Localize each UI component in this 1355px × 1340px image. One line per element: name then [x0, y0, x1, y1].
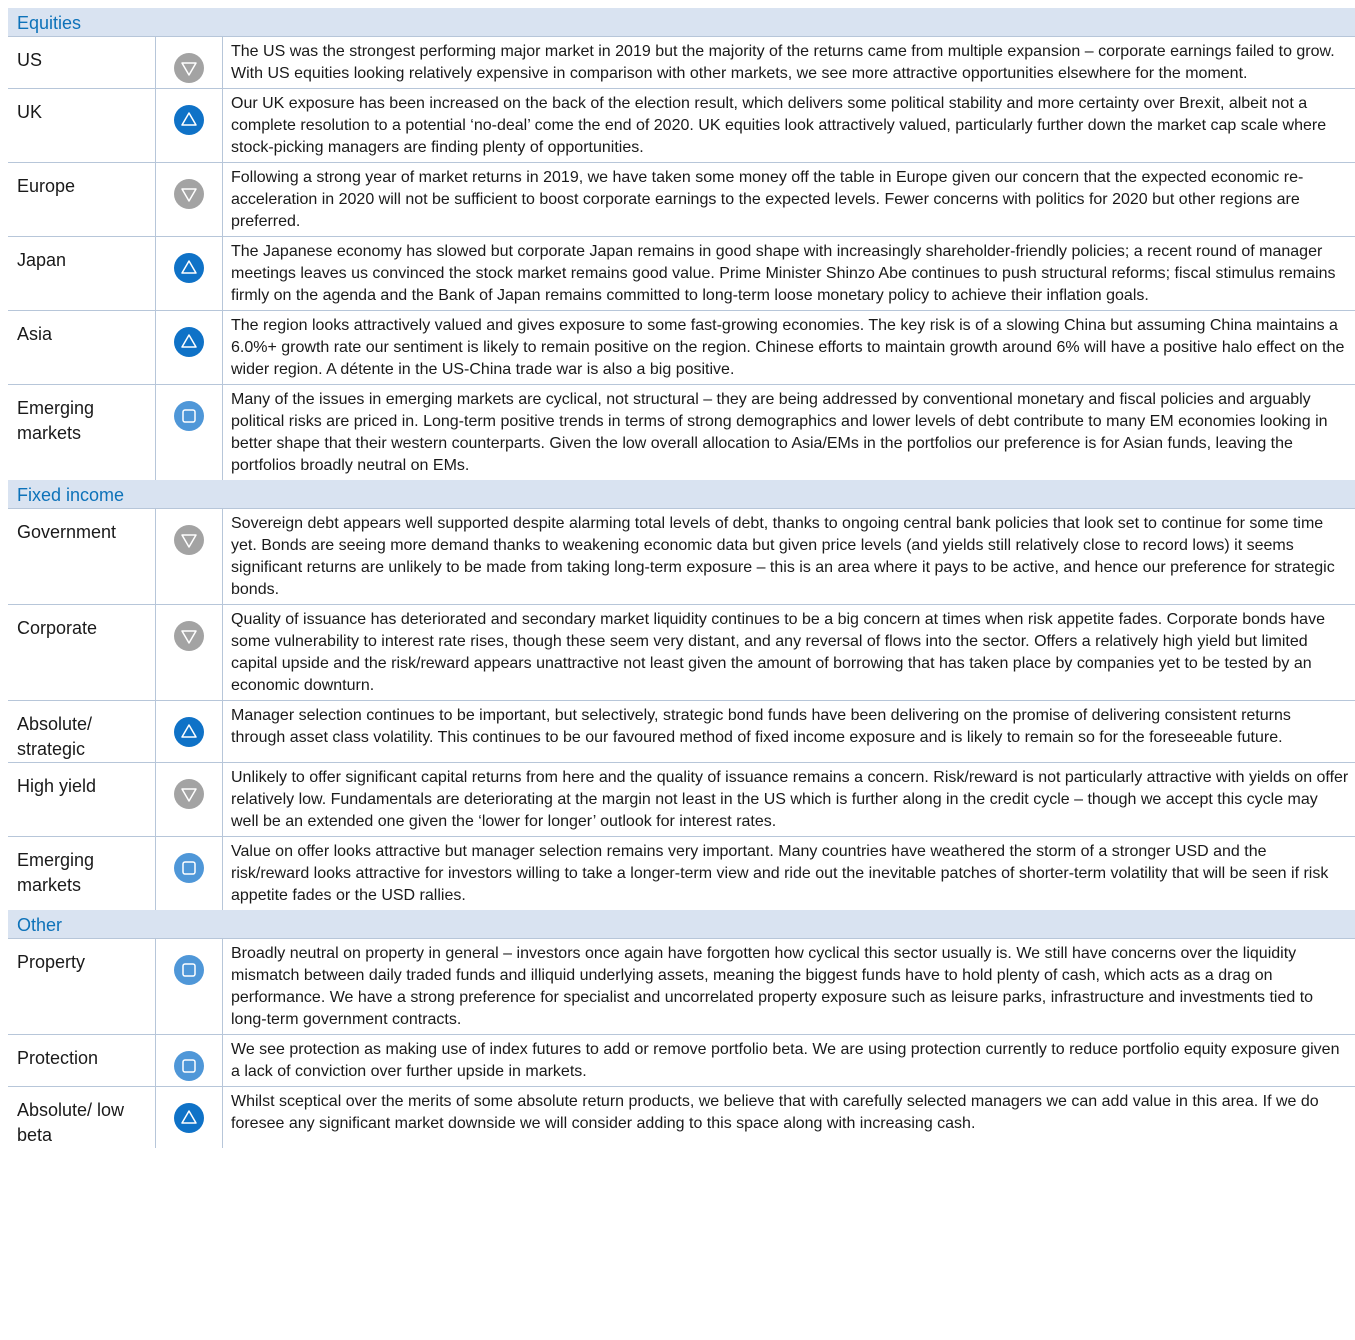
square-icon	[174, 955, 204, 985]
table-row	[8, 163, 1355, 237]
asset-name: Asia	[8, 311, 156, 384]
asset-commentary: Broadly neutral on property in general – investors once again have forgotten how cyclical this sector usually is. We still have concerns over the liquidity mismatch between daily traded funds and illiquid underlying assets, meaning the biggest funds have to hold plenty of cash, which acts as a drag on performance. We have a strong preference for specialist and uncorrelated property exposure such as leisure parks, infrastructure and investments tied to long-term government contracts.	[231, 945, 1314, 1028]
triangle-down-icon	[174, 525, 204, 555]
section-title: Other	[8, 910, 1355, 939]
section-fixed-income	[8, 480, 1355, 910]
triangle-down-icon	[174, 53, 204, 83]
asset-commentary: Our UK exposure has been increased on the back of the election result, which delivers some political stability and more certainty over Brexit, albeit not a complete resolution to a potential ‘no-deal’ come the end of 2020. UK equities look attractively valued, particularly further down the market cap scale where stock-picking managers are finding plenty of opportunities.	[231, 95, 1327, 156]
table-row	[8, 1087, 1355, 1148]
asset-name: Europe	[8, 163, 156, 236]
table-row	[8, 89, 1355, 163]
asset-commentary: We see protection as making use of index futures to add or remove portfolio beta. We are using protection currently to reduce portfolio equity exposure given a lack of conviction over further upside in markets.	[231, 1041, 1340, 1080]
asset-commentary: Manager selection continues to be important, but selectively, strategic bond funds have been delivering on the promise of delivering consistent returns through asset class volatility. This continues to be our favoured method of fixed income exposure and is likely to remain so for the foreseeable future.	[231, 707, 1291, 746]
table-row	[8, 837, 1355, 910]
table-row	[8, 509, 1355, 605]
triangle-up-icon	[174, 717, 204, 747]
table-row	[8, 605, 1355, 701]
square-icon	[174, 401, 204, 431]
asset-commentary: The region looks attractively valued and gives exposure to some fast-growing economies. The key risk is of a slowing China but assuming China maintains a 6.0%+ growth rate our sentiment is likely to remain positive on the region. Chinese efforts to maintain growth around 6% will have a positive halo effect on the wider region. A détente in the US-China trade war is also a big positive.	[231, 317, 1345, 378]
triangle-down-icon	[174, 621, 204, 651]
asset-commentary: Following a strong year of market returns in 2019, we have taken some money off the table in Europe given our concern that the expected economic re-acceleration in 2020 will not be sufficient to boost corporate earnings to the expected levels. Fewer concerns with politics for 2020 but other regions are preferred.	[231, 169, 1304, 230]
square-icon	[174, 1051, 204, 1081]
asset-commentary: Whilst sceptical over the merits of some absolute return products, we believe that with carefully selected managers we can add value in this area. If we do foresee any significant market downside we will consider adding to this space along with increasing cash.	[231, 1093, 1319, 1132]
asset-name: Emerging markets	[8, 385, 156, 480]
table-row	[8, 237, 1355, 311]
asset-commentary: Many of the issues in emerging markets are cyclical, not structural – they are being addressed by conventional monetary and fiscal policies and arguably political risks are priced in. Long-term positive trends in terms of strong demographics and lower levels of debt contribute to many EM economies looking in better shape that their western counterparts. Given the low overall allocation to Asia/EMs in the portfolios our preference is for Asian funds, leaving the portfolios broadly neutral on EMs.	[231, 391, 1328, 474]
asset-allocation-table	[8, 8, 1355, 1148]
asset-name: Absolute/ strategic	[8, 701, 156, 762]
section-title: Equities	[8, 8, 1355, 37]
asset-commentary: The Japanese economy has slowed but corporate Japan remains in good shape with increasingly shareholder-friendly policies; a recent round of manager meetings leaves us convinced the stock market remains good value. Prime Minister Shinzo Abe continues to push structural reforms; fiscal stimulus remains firmly on the agenda and the Bank of Japan remains committed to long-term loose monetary policy to achieve their inflation goals.	[231, 243, 1336, 304]
asset-name: US	[8, 37, 156, 88]
section-other	[8, 910, 1355, 1148]
asset-name: Protection	[8, 1035, 156, 1086]
asset-name: Property	[8, 939, 156, 1034]
triangle-up-icon	[174, 105, 204, 135]
table-row	[8, 939, 1355, 1035]
asset-name: Emerging markets	[8, 837, 156, 910]
table-row	[8, 311, 1355, 385]
table-row	[8, 763, 1355, 837]
asset-commentary: Quality of issuance has deteriorated and secondary market liquidity continues to be a big concern at times when risk appetite fades. Corporate bonds have some vulnerability to interest rate rises, though these seem very distant, and any reversal of flows into the sector. Offers a relatively high yield but limited capital upside and the risk/reward appears unattractive not least given the amount of borrowing that has taken place by companies yet to be tested by an economic downturn.	[231, 611, 1325, 694]
asset-name: High yield	[8, 763, 156, 836]
section-equities	[8, 8, 1355, 480]
table-row	[8, 385, 1355, 480]
triangle-up-icon	[174, 1103, 204, 1133]
asset-commentary: The US was the strongest performing major market in 2019 but the majority of the returns came from multiple expansion – corporate earnings failed to grow. With US equities looking relatively expensive in comparison with other markets, we see more attractive opportunities elsewhere for the moment.	[231, 43, 1335, 82]
asset-commentary: Sovereign debt appears well supported despite alarming total levels of debt, thanks to ongoing central bank policies that look set to continue for some time yet. Bonds are seeing more demand thanks to weakening economic data but given price levels (and yields still relatively close to record lows) it seems significant returns are unlikely to be made from taking long-term exposure – this is an area where it pays to be active, and hence our preference for strategic bonds.	[231, 515, 1335, 598]
table-row	[8, 37, 1355, 89]
asset-name: UK	[8, 89, 156, 162]
triangle-down-icon	[174, 779, 204, 809]
asset-commentary: Value on offer looks attractive but manager selection remains very important. Many countries have weathered the storm of a stronger USD and the risk/reward looks attractive for investors willing to take a longer-term view and ride out the inevitable patches of shorter-term volatility that will be seen if risk appetite fades or the USD rallies.	[231, 843, 1329, 904]
section-title: Fixed income	[8, 480, 1355, 509]
table-row	[8, 701, 1355, 763]
asset-name: Corporate	[8, 605, 156, 700]
table-row	[8, 1035, 1355, 1087]
triangle-up-icon	[174, 253, 204, 283]
square-icon	[174, 853, 204, 883]
triangle-down-icon	[174, 179, 204, 209]
triangle-up-icon	[174, 327, 204, 357]
asset-name: Government	[8, 509, 156, 604]
asset-name: Absolute/ low beta	[8, 1087, 156, 1148]
asset-name: Japan	[8, 237, 156, 310]
asset-commentary: Unlikely to offer significant capital returns from here and the quality of issuance remains a concern. Risk/reward is not particularly attractive with yields on offer relatively low. Fundamentals are deteriorating at the margin not least in the US which is further along in the credit cycle – though we accept this cycle may well be an extended one given the ‘lower for longer’ outlook for interest rates.	[231, 769, 1349, 830]
